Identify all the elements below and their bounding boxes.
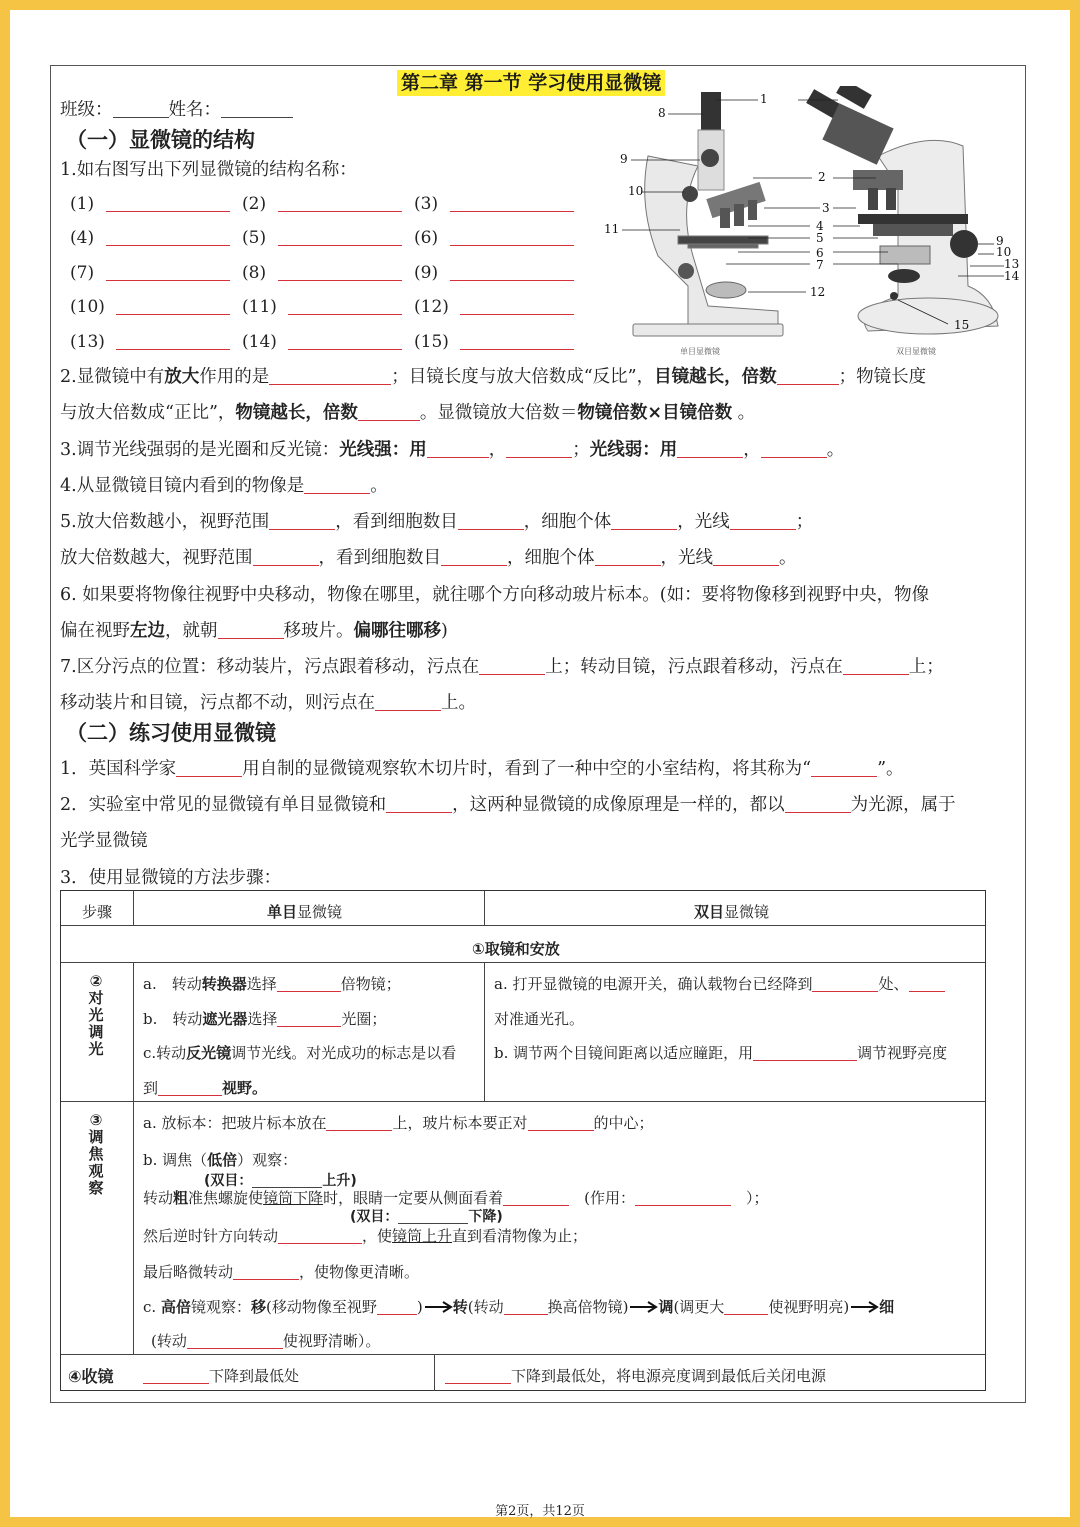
- answer-blank[interactable]: [116, 314, 230, 315]
- label-4: 4: [816, 219, 824, 233]
- answer-blank[interactable]: [278, 280, 402, 281]
- label-12: 12: [810, 285, 826, 299]
- structure-item-label: (4): [70, 228, 95, 248]
- answer-blank[interactable]: [106, 211, 230, 212]
- header-monocular: 单目显微镜: [267, 903, 343, 921]
- structure-item-label: (11): [242, 297, 277, 317]
- label-11: 11: [604, 222, 620, 236]
- r2-mono-b: b. 转动遮光器选择 光圈；: [143, 1010, 387, 1028]
- r2-bino-a2: 对准通光孔。: [494, 1010, 585, 1028]
- answer-blank[interactable]: [288, 314, 402, 315]
- answer-blank[interactable]: [116, 349, 230, 350]
- structure-item-label: (13): [70, 332, 105, 352]
- structure-item-label: (6): [414, 228, 439, 248]
- label-2: 2: [818, 170, 826, 184]
- answer-blank[interactable]: [278, 245, 402, 246]
- answer-blank[interactable]: [278, 211, 402, 212]
- label-9-right: 9: [996, 234, 1004, 248]
- structure-item-label: (5): [242, 228, 267, 248]
- arrow-icon: [423, 1300, 453, 1314]
- q4-line: 4.从显微镜目镜内看到的物像是 。: [60, 476, 388, 496]
- structure-item-label: (15): [414, 332, 449, 352]
- q7-line1: 7.区分污点的位置：移动装片，污点跟着移动，污点在 上；转动目镜，污点跟着移动，污点在 上；: [60, 657, 944, 677]
- answer-blank[interactable]: [106, 280, 230, 281]
- r2-mono-d: 到 视野。: [143, 1079, 268, 1097]
- answer-blank[interactable]: [450, 245, 574, 246]
- q5-line1: 5.放大倍数越小，视野范围 ，看到细胞数目 ，细胞个体 ，光线 ；: [60, 512, 814, 532]
- r3-f: c. 高倍镜观察：移(移动物像至视野 ) 转(转动 换高倍物镜) 调(调更大 使视野明亮) 细: [143, 1298, 895, 1316]
- label-1: 1: [760, 92, 768, 106]
- structure-item-label: (12): [414, 297, 449, 317]
- r3-a: a. 放标本：把玻片标本放在 上，玻片标本要正对 的中心；: [143, 1114, 654, 1132]
- answer-blank[interactable]: [450, 280, 574, 281]
- r3-b: b. 调焦（低倍）观察：: [143, 1151, 298, 1169]
- r3-g: (转动 使视野清晰）。: [151, 1332, 381, 1350]
- q2-line1: 2.显微镜中有放大作用的是 ；目镜长度与放大倍数成“反比”，目镜越长，倍数 ；物镜长度: [60, 367, 927, 387]
- row1-take-place: ①取镜和安放: [472, 940, 560, 958]
- r2-mono-c: c.转动反光镜调节光线。对光成功的标志是以看: [143, 1044, 457, 1062]
- q3-line: 3.调节光线强弱的是光圈和反光镜：光线强：用 ， ；光线弱：用 ， 。: [60, 440, 845, 460]
- answer-blank[interactable]: [450, 211, 574, 212]
- page-footer: 第2页，共12页: [495, 1504, 585, 1519]
- structure-item-label: (3): [414, 194, 439, 214]
- r3-bino-down: (双目： 下降): [350, 1209, 503, 1225]
- label-10-right: 10: [996, 245, 1012, 259]
- r3-c: 转动粗准焦螺旋使镜筒下降时，眼睛一定要从侧面看着 (作用： ）；: [143, 1189, 769, 1207]
- label-6: 6: [816, 246, 824, 260]
- q7-line2: 移动装片和目镜，污点都不动，则污点在 上。: [60, 693, 476, 713]
- structure-item-label: (2): [242, 194, 267, 214]
- q2-line2: 与放大倍数成“正比”，物镜越长，倍数 。显微镜放大倍数＝物镜倍数×目镜倍数 。: [60, 403, 756, 423]
- label-7: 7: [816, 258, 824, 272]
- structure-item-label: (9): [414, 263, 439, 283]
- r3-bino-up: (双目： 上升): [204, 1173, 357, 1189]
- r4-mono: 下降到最低处: [143, 1366, 299, 1386]
- header-binocular: 双目显微镜: [694, 903, 770, 921]
- r2-mono-a: a. 转动转换器选择 倍物镜；: [143, 975, 401, 993]
- q1-prompt: 1.如右图写出下列显微镜的结构名称：: [60, 160, 357, 180]
- r4-bino: 下降到最低处，将电源亮度调到最低后关闭电源: [445, 1366, 826, 1386]
- structure-item-label: (1): [70, 194, 95, 214]
- r2-bino-a: a. 打开显微镜的电源开关，确认载物台已经降到 处、: [494, 974, 945, 994]
- structure-item-label: (10): [70, 297, 105, 317]
- q6-line1: 6. 如果要将物像往视野中央移动，物像在哪里，就往哪个方向移动玻片标本。(如：要将物像移到视野中央，物像: [60, 585, 930, 605]
- s2-p3: 3．使用显微镜的方法步骤：: [60, 868, 282, 888]
- s2-p2: 2．实验室中常见的显微镜有单目显微镜和 ，这两种显微镜的成像原理是一样的，都以 为光源，属于: [60, 795, 956, 815]
- label-14: 14: [1004, 269, 1020, 283]
- microscope-figure: [598, 86, 1028, 358]
- structure-item-label: (8): [242, 263, 267, 283]
- row3-label: ③ 调 焦 观 察: [88, 1111, 104, 1197]
- label-9: 9: [620, 152, 628, 166]
- section1-heading: （一）显微镜的结构: [66, 128, 255, 152]
- arrow-icon: [849, 1300, 879, 1314]
- structure-item-label: (14): [242, 332, 277, 352]
- section2-heading: （二）练习使用显微镜: [66, 721, 276, 745]
- arrow-icon: [628, 1300, 658, 1314]
- answer-blank[interactable]: [288, 349, 402, 350]
- caption-binocular: 双目显微镜: [896, 347, 936, 356]
- r3-e: 最后略微转动 ，使物像更清晰。: [143, 1263, 420, 1281]
- header-step: 步骤: [82, 903, 113, 921]
- q6-line2: 偏在视野左边，就朝 移玻片。偏哪往哪移): [60, 621, 448, 641]
- label-3: 3: [822, 201, 830, 215]
- answer-blank[interactable]: [460, 349, 574, 350]
- page-title: 第二章 第一节 学习使用显微镜: [397, 70, 665, 96]
- answer-blank[interactable]: [106, 245, 230, 246]
- r3-d: 然后逆时针方向转动 ，使镜筒上升直到看清物像为止；: [143, 1227, 588, 1245]
- structure-item-label: (7): [70, 263, 95, 283]
- row2-label: ② 对 光 调 光: [88, 972, 104, 1058]
- s2-p1: 1．英国科学家 用自制的显微镜观察软木切片时，看到了一种中空的小室结构，将其称为“ ”。: [60, 759, 904, 779]
- label-15: 15: [954, 318, 970, 332]
- label-10: 10: [628, 184, 644, 198]
- answer-blank[interactable]: [460, 314, 574, 315]
- row4-label: ④收镜: [68, 1367, 114, 1386]
- label-8: 8: [658, 106, 666, 120]
- q5-line2: 放大倍数越大，视野范围 ，看到细胞数目 ，细胞个体 ，光线 。: [60, 548, 797, 568]
- label-13: 13: [1004, 257, 1020, 271]
- s2-p2-cont: 光学显微镜: [60, 831, 148, 851]
- label-5: 5: [816, 231, 824, 245]
- student-info: 班级： 姓名：: [60, 98, 293, 122]
- caption-monocular: 单目显微镜: [680, 347, 720, 356]
- r2-bino-b: b. 调节两个目镜间距离以适应瞳距，用 调节视野亮度: [494, 1044, 948, 1062]
